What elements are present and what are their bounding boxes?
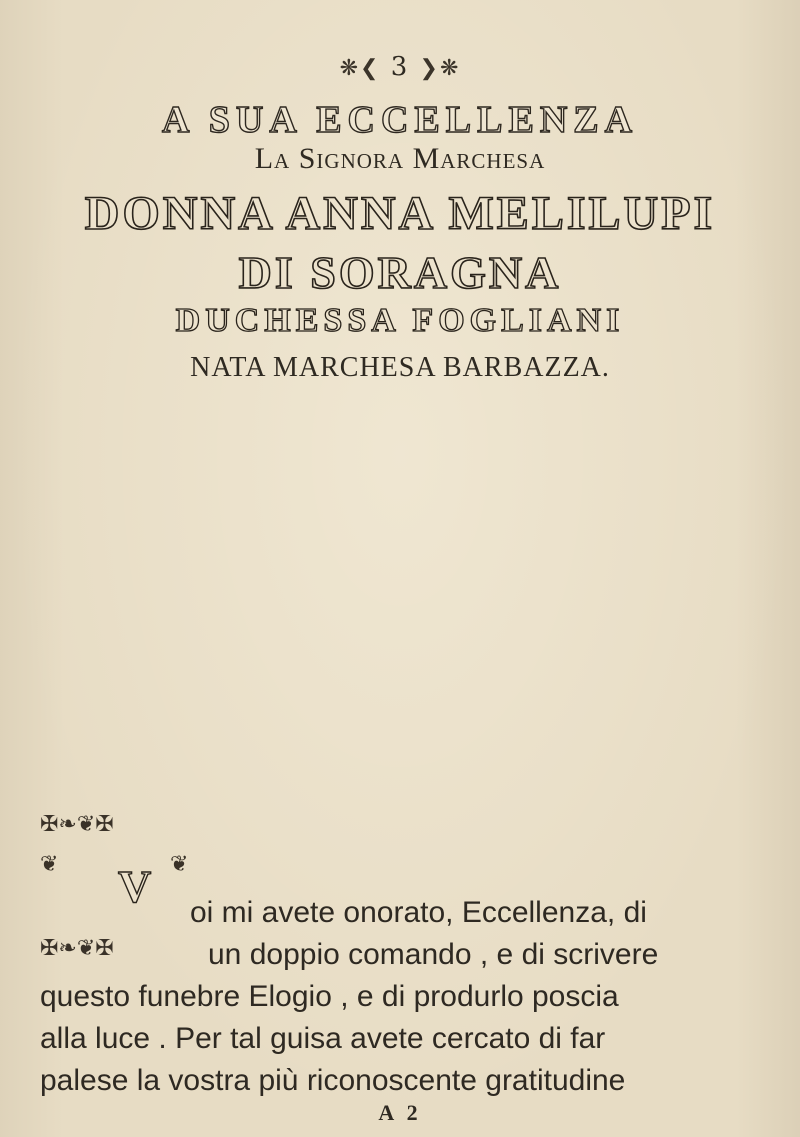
body-line-5: palese la vostra più riconoscente gratitudine [40,1064,626,1097]
body-line-2: un doppio comando , e di scrivere [208,938,659,971]
ornament-mid-right-icon: ❦ [170,852,189,877]
body-line-3: questo funebre Elogio , e di produrlo poscia [40,980,619,1013]
page-number-line [0,52,800,82]
ornament-bottom-row-icon: ✠❧❦✠ [40,936,114,961]
drop-cap: V [118,861,152,912]
dedication-line-4: DI SORAGNA [238,247,562,298]
signature-mark: A 2 [378,1100,422,1125]
ornament-top-row-icon: ✠❧❦✠ [40,812,114,837]
ornament-right-icon: ❯❋ [419,56,461,81]
dedication-line-1: A SUA ECCELLENZA [161,99,639,141]
ornament-left-icon: ❋❮ [339,56,381,81]
dedication-line-3: DONNA ANNA MELILUPI [84,187,716,240]
body-line-1: oi mi avete onorato, Eccellenza, di [190,896,647,929]
dedication-line-2: La Signora Marchesa [254,142,546,175]
dedication-line-5: DUCHESSA FOGLIANI [175,302,625,339]
body-line-4: alla luce . Per tal guisa avete cercato di far [40,1022,606,1055]
ornamental-initial [40,812,210,972]
page-number: 3 [390,52,410,82]
ornament-mid-left-icon: ❦ [40,852,59,877]
dedication-line-6: NATA MARCHESA BARBAZZA. [190,352,610,383]
